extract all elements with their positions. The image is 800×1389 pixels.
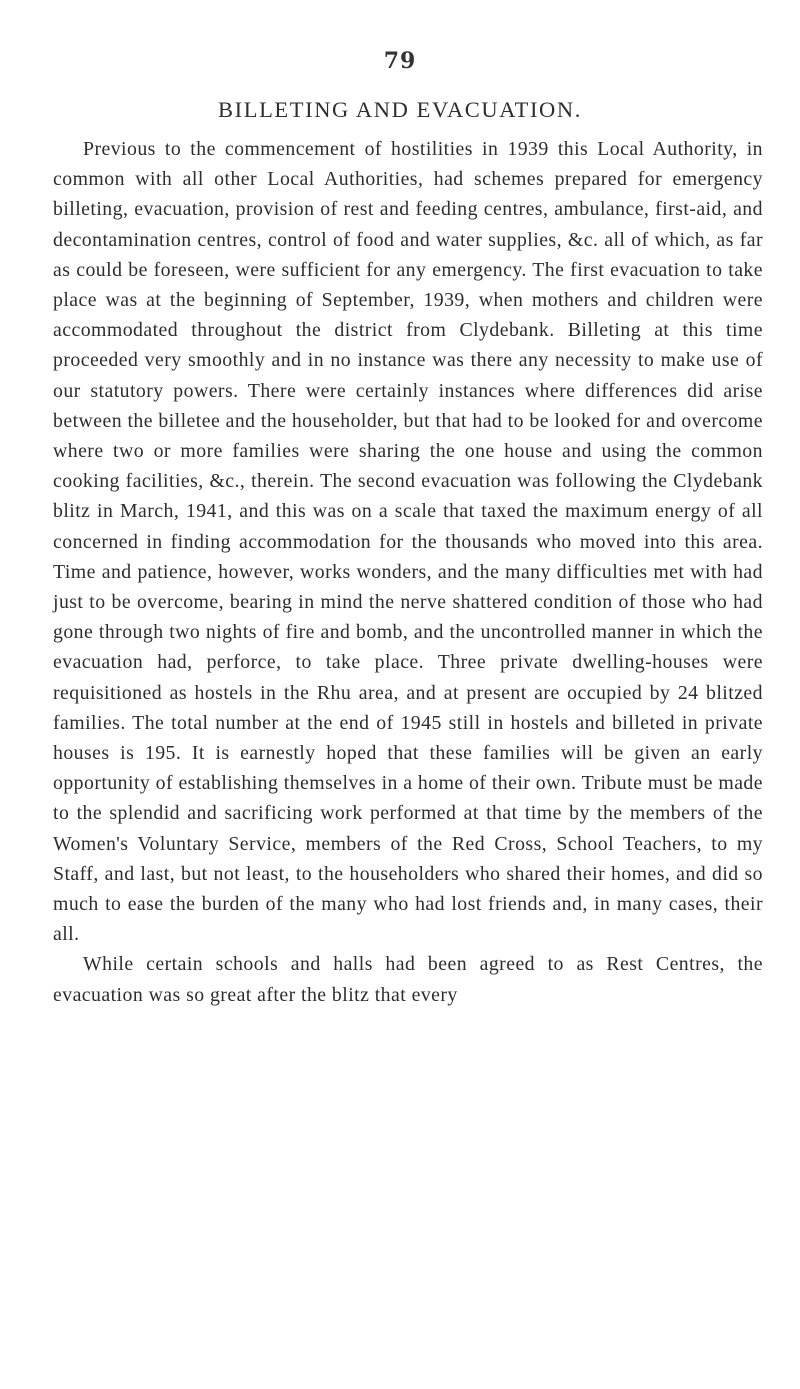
body-text: [53, 134, 763, 1010]
paragraph-billeting-history: Previous to the commencement of hostilities in 1939 this Local Authority, in common with all other Local Authorities, had schemes prepared for emergency billeting, evacuation, provision of rest and feeding centres, ambulance, first-aid, and decontamination centres, control of food and water supplies, &c. all of which, as far as could be foreseen, were sufficient for any emergency. The first evacuation to take place was at the beginning of September, 1939, when mothers and children were accommodated throughout the district from Clydebank. Billeting at this time proceeded very smoothly and in no instance was there any necessity to make use of our statutory powers. There were certainly instances where differences did arise between the billetee and the householder, but that had to be looked for and overcome where two or more families were sharing the one house and using the common cooking facilities, &c., therein. The second evacuation was following the Clydebank blitz in March, 1941, and this was on a scale that taxed the maximum energy of all concerned in finding accommodation for the thousands who moved into this area. Time and patience, however, works wonders, and the many difficulties met with had just to be overcome, bearing in mind the nerve shattered condition of those who had gone through two nights of fire and bomb, and the uncontrolled manner in which the evacuation had, perforce, to take place. Three private dwelling-houses were requisitioned as hostels in the Rhu area, and at present are occupied by 24 blitzed families. The total number at the end of 1945 still in hostels and billeted in private houses is 195. It is earnestly hoped that these families will be given an early opportunity of establishing themselves in a home of their own. Tribute must be made to the splendid and sacrificing work performed at that time by the members of the Women's Voluntary Service, members of the Red Cross, School Teachers, to my Staff, and last, but not least, to the householders who shared their homes, and did so much to ease the burden of the many who had lost friends and, in many cases, their all.: [53, 138, 763, 946]
section-heading: BILLETING AND EVACUATION.: [218, 97, 582, 122]
paragraph-rest-centres: While certain schools and halls had been agreed to as Rest Centres, the evacuation was so great after the blitz that every: [53, 953, 763, 1006]
page-number: 79: [383, 48, 417, 74]
